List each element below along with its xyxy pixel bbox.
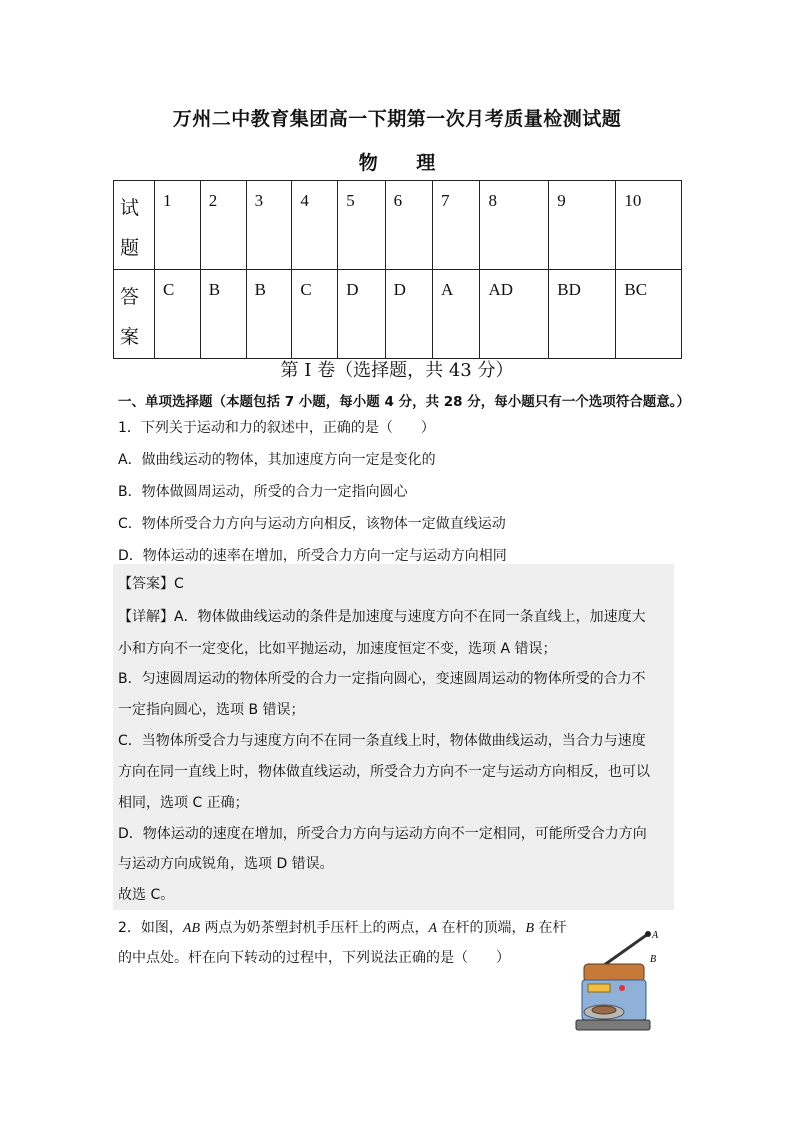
q1-explanation-line: C．当物体所受合力与速度方向不在同一条直线上时，物体做曲线运动，当合力与速度 [118,733,646,749]
question-label-2: 题 [120,238,140,259]
q1-answer: 【答案】C [118,576,184,592]
machine-indicator [619,985,625,991]
q1-explanation-line: B．匀速圆周运动的物体所受的合力一定指向圆心，变速圆周运动的物体所受的合力不 [118,671,646,687]
question-number: 10 [616,181,682,270]
q2-stem-line2: 的中点处。杆在向下转动的过程中，下列说法正确的是（ ） [118,950,510,966]
q1-option-d: D．物体运动的速率在增加，所受合力方向一定与运动方向相同 [118,548,507,564]
section-instruction: 一、单项选择题（本题包括 7 小题，每小题 4 分，共 28 分，每小题只有一个选项符合题意。） [118,394,691,410]
section-heading: 第 I 卷（选择题，共 43 分） [280,360,514,381]
q2-text-1: 两点为奶茶塑封机手压杆上的两点， [200,920,429,936]
q2-ab: AB [182,921,201,936]
sealing-machine-figure [570,926,670,1038]
answer-cell: B [246,270,292,359]
q1-option-b: B．物体做圆周运动，所受的合力一定指向圆心 [118,484,408,500]
answer-cell: BC [616,270,682,359]
q1-explanation-line: 小和方向不一定变化，比如平抛运动，加速度恒定不变，选项 A 错误； [118,641,557,657]
answer-table [113,180,682,359]
answer-cell: AD [480,270,549,359]
answer-cell: C [155,270,201,359]
question-number: 3 [246,181,292,270]
answer-row-header [114,270,155,359]
answer-cell: D [338,270,385,359]
q1-explanation-line: 方向在同一直线上时，物体做直线运动，所受合力方向不一定与运动方向相反，也可以 [118,764,650,780]
q1-explanation-line: 一定指向圆心，选项 B 错误； [118,702,305,718]
press-lever [600,934,648,968]
subject-title: 物 理 [358,152,452,174]
q1-explanation-line: 相同，选项 C 正确； [118,795,249,811]
answer-cell: C [292,270,338,359]
q1-explanation-line: D．物体运动的速度在增加，所受合力方向与运动方向不一定相同，可能所受合力方向 [118,826,647,842]
q2-a: A [428,921,438,936]
q1-explanation-line: 【详解】A．物体做曲线运动的条件是加速度与速度方向不在同一条直线上，加速度大 [118,609,646,625]
answer-row [114,270,682,359]
answer-cell: D [385,270,432,359]
question-number: 7 [433,181,480,270]
answer-label-1: 答 [120,287,140,308]
question-number: 9 [549,181,616,270]
q2-number: 2．如图， [118,920,183,936]
question-row [114,181,682,270]
point-a-label: A [652,930,659,941]
question-number: 5 [338,181,385,270]
question-row-header [114,181,155,270]
machine-base [576,1020,650,1030]
question-label-1: 试 [120,198,140,219]
question-number: 1 [155,181,201,270]
answer-label-2: 案 [120,327,140,348]
q1-explanation-line: 与运动方向成锐角，选项 D 错误。 [118,856,334,872]
q1-option-c: C．物体所受合力方向与运动方向相反，该物体一定做直线运动 [118,516,506,532]
q1-stem: 1．下列关于运动和力的叙述中，正确的是（ ） [118,420,435,436]
cup [592,1006,616,1014]
question-number: 4 [292,181,338,270]
point-b-label: B [650,954,657,965]
q1-option-a: A．做曲线运动的物体，其加速度方向一定是变化的 [118,452,436,468]
machine-top [584,964,644,982]
answer-cell: B [200,270,246,359]
q2-text-2: 在杆的顶端， [437,920,526,936]
q2-stem-line1 [118,917,567,937]
question-number: 2 [200,181,246,270]
answer-cell: A [433,270,480,359]
exam-title: 万州二中教育集团高一下期第一次月考质量检测试题 [172,108,622,130]
answer-cell: BD [549,270,616,359]
machine-panel [588,984,610,992]
question-number: 8 [480,181,549,270]
q2-b: B [525,921,535,936]
q2-text-3: 在杆 [534,920,567,936]
question-number: 6 [385,181,432,270]
lever-tip [645,931,651,937]
q1-conclusion: 故选 C。 [118,887,175,903]
